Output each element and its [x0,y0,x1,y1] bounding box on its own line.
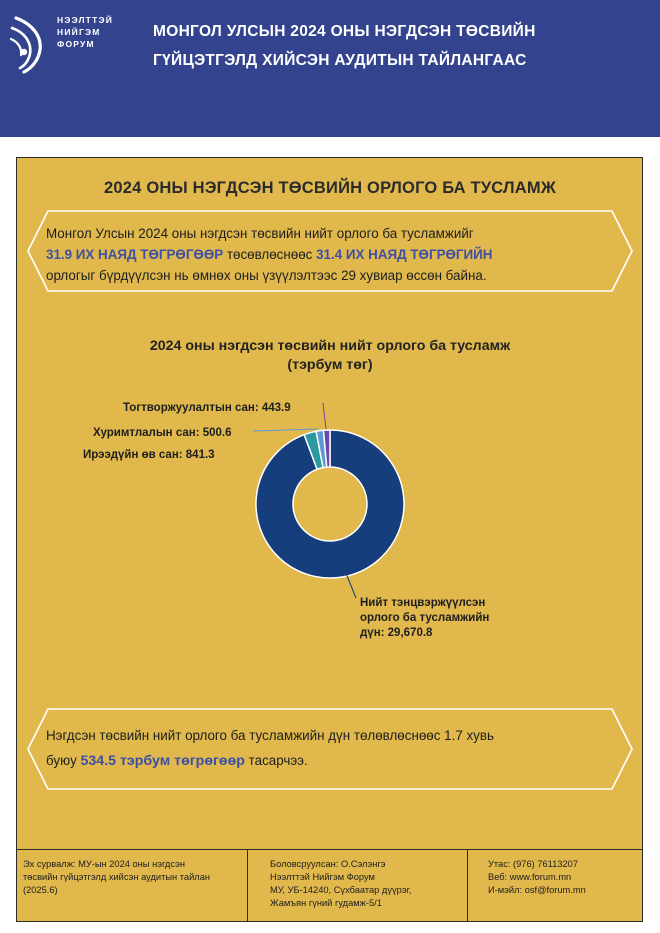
footer [16,850,643,922]
footer-line: И-мэйл: osf@forum.mn [488,885,586,895]
summary-mid: төсөвлөснөөс [223,247,317,262]
data-label: Нийт тэнцвэржүүлсэн [360,597,486,609]
page-title-line: МОНГОЛ УЛСЫН 2024 ОНЫ НЭГДСЭН ТӨСВИЙН [153,23,536,40]
footer-line: төсвийн гүйцэтгэлд хийсэн аудитын тайлан [23,872,211,882]
chart-title-line: 2024 оны нэгдсэн төсвийн нийт орлого ба тусламж [149,338,511,354]
data-label: Тогтворжуулалтын сан: 443.9 [123,402,291,414]
logo-line: НИЙГЭМ [57,27,101,37]
leader-line [323,403,326,429]
data-label: Хуримтлалын сан: 500.6 [93,427,232,439]
income-actual-value: 31.4 ИХ НАЯД ТӨГРӨГИЙН [316,247,493,262]
footer-line: Жамъян гүний гудамж-5/1 [270,898,382,908]
logo-line: ФОРУМ [57,39,95,49]
footer-contact [488,858,586,897]
footer-line: Веб: www.forum.mn [488,872,572,882]
income-plan-value: 31.9 ИХ НАЯД ТӨГРӨГӨӨР [46,247,224,262]
footer-line: (2025.6) [23,885,58,895]
shortfall-pre: буюу [46,753,81,768]
footer-line: Боловсруулсан: О.Сэлэнгэ [270,859,386,869]
footer-source [23,858,210,897]
summary-line: орлогыг бүрдүүлсэн нь өмнөх оны үзүүлэлтээс 29 хувиар өссөн байна. [46,268,487,283]
footer-line: Эх сурвалж: МУ-ын 2024 оны нэгдсэн [23,859,185,869]
shortfall-post: тасарчээ. [244,753,308,768]
data-label: Ирээдүйн өв сан: 841.3 [83,449,215,461]
logo-line: НЭЭЛТТЭЙ [57,15,114,25]
shortfall-line [46,748,626,774]
data-label: дүн: 29,670.8 [360,627,433,639]
footer-divider [247,850,248,921]
shortfall-line: Нэгдсэн төсвийн нийт орлого ба тусламжийн дүн төлөвлөснөөс 1.7 хувь [46,728,494,743]
footer-prepared [270,858,411,910]
data-label: орлого ба тусламжийн [360,612,490,624]
page-title-line: ГҮЙЦЭТГЭЛД ХИЙСЭН АУДИТЫН ТАЙЛАНГААС [153,52,527,69]
footer-line: Утас: (976) 76113207 [488,859,579,869]
footer-divider [467,850,468,921]
footer-line: МУ, УБ-14240, Сүхбаатар дүүрэг, [270,885,412,895]
summary-line: Монгол Улсын 2024 оны нэгдсэн төсвийн нийт орлого ба тусламжийг [46,226,474,241]
shortfall-text [46,723,626,774]
section-title: 2024 ОНЫ НЭГДСЭН ТӨСВИЙН ОРЛОГО БА ТУСЛАМЖ [104,179,556,197]
footer-line: Нээлттэй Нийгэм Форум [270,872,375,882]
chart-title-line: (тэрбум төг) [287,357,373,373]
leader-line [253,429,318,431]
shortfall-value: 534.5 тэрбум төгрөгөөр [80,753,245,769]
